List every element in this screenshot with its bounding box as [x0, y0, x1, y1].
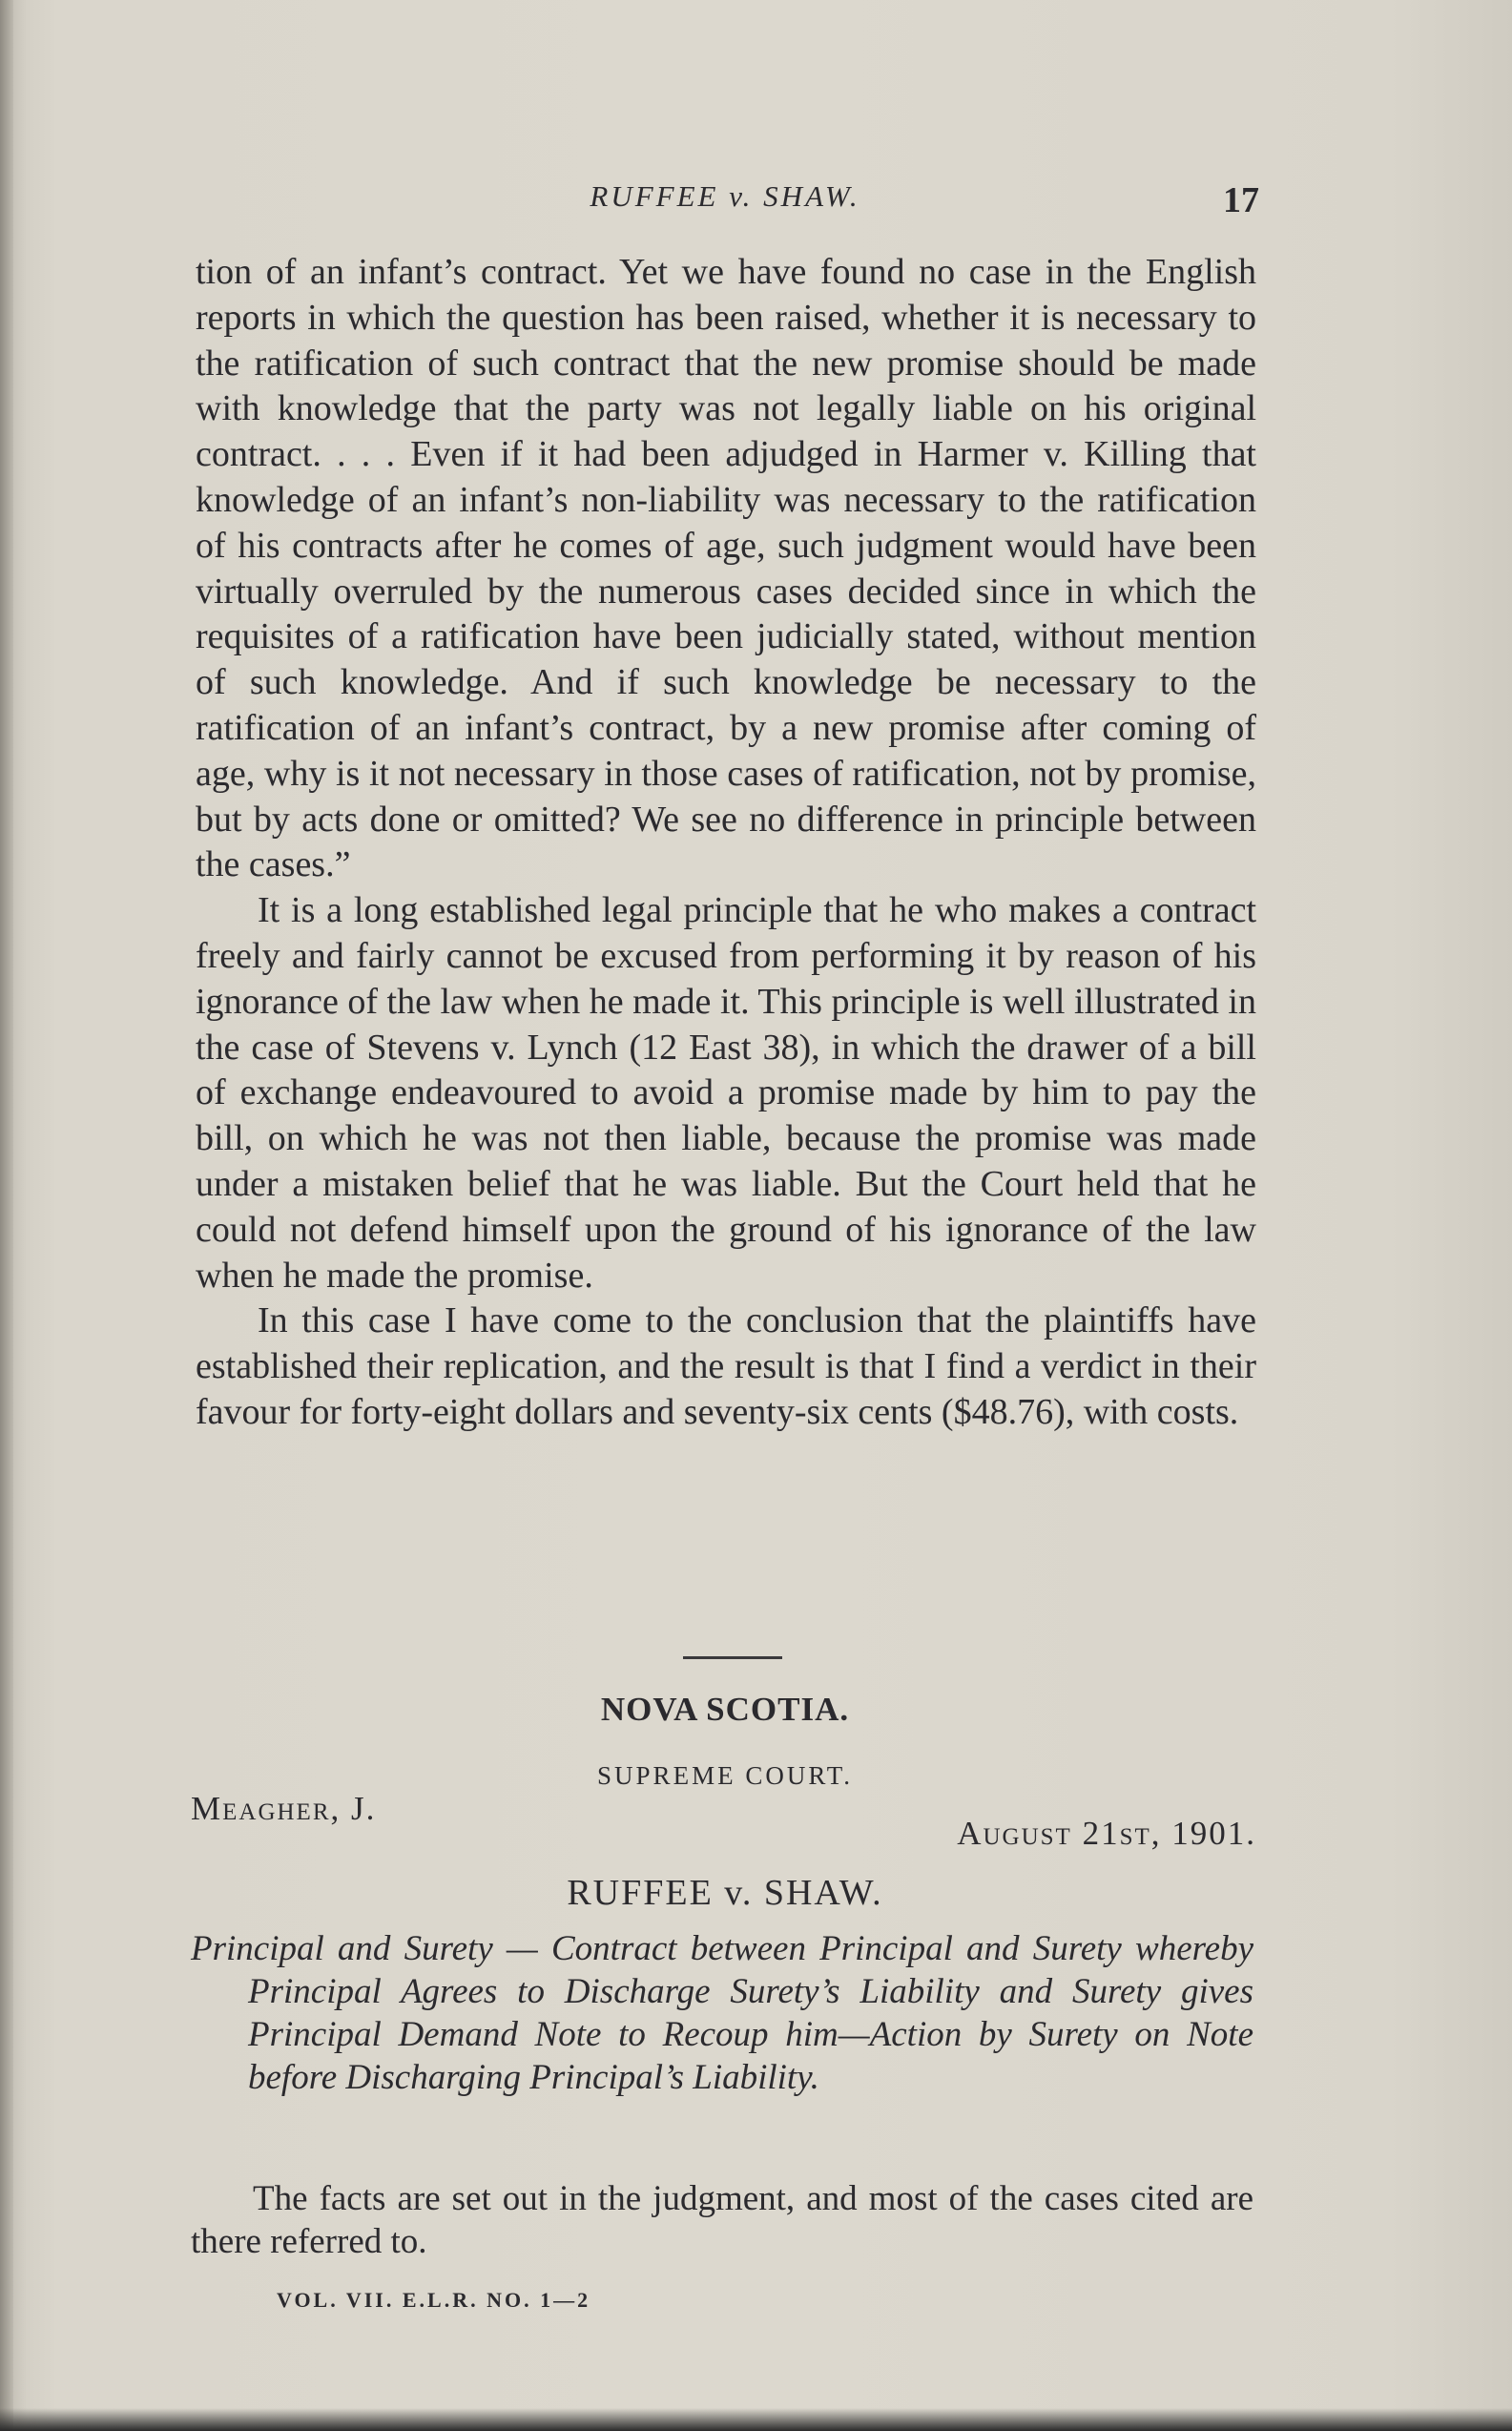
headnote-text: Principal and Surety — Contract between Principal and Surety whereby Principal Agrees to Discharge Surety’s Liability and Surety gives Principal Demand Note to Recoup him—Action by Surety on Note before Discharging Principal’s Liability. [191, 1929, 1253, 2097]
jurisdiction-heading: NOVA SCOTIA. [600, 1691, 850, 1728]
body-paragraph: It is a long established legal principle that he who makes a contract freely and fairly cannot be excused from performing it by reason of his ignorance of the law when he made it. This principle is well illustrated in the case of Stevens v. Lynch (12 East 38), in which the drawer of a bill of exchange endeavoured to avoid a promise made by him to pay the bill, on which he was not then liable, because the promise was made under a mistaken belief that he was liable. But the Court held that he could not defend himself upon the ground of his ignorance of the law when he made the promise. [196, 890, 1256, 1296]
running-title: RUFFEE v. SHAW. [590, 179, 860, 213]
running-head [191, 172, 1259, 229]
court-heading: SUPREME COURT. [597, 1761, 853, 1790]
conclusion-paragraph: In this case I have come to the conclusion that the plaintiffs have established their replication, and the result is that I find a verdict in their favour for forty-eight dollars and seventy-six cents ($48.76), with costs. [196, 1300, 1256, 1432]
printer-signature: VOL. VII. E.L.R. NO. 1—2 [277, 2288, 591, 2312]
facts-paragraph: The facts are set out in the judgment, and most of the cases cited are there referred to. [191, 2179, 1253, 2261]
judge-name: Meagher, J. [191, 1790, 377, 1827]
case-title: RUFFEE v. SHAW. [567, 1873, 883, 1913]
quoted-paragraph: tion of an infant’s contract. Yet we have found no case in the English reports in which the question has been raised, whether it is necessary to the ratification of such contract that the new promise should be made with knowledge that the party was not legally liable on his original contract. . . . Even if it had been adjudged in Harmer v. Killing that knowledge of an infant’s non-liability was necessary to the ratification of his contracts after he comes of age, such judgment would have been virtually overruled by the numerous cases decided since in which the requisites of a ratification have been judicially stated, without mention of such knowledge. And if such knowledge be necessary to the ratification of an infant’s contract, by a new promise after coming of age, why is it not necessary in those cases of ratification, not by promise, but by acts done or omitted? We see no difference in principle between the cases.” [196, 252, 1256, 885]
judgment-text [196, 250, 1256, 1436]
section-divider [683, 1656, 782, 1659]
page-number: 17 [1223, 180, 1259, 220]
headnote [191, 1927, 1253, 2099]
decision-date: August 21st, 1901. [957, 1815, 1256, 1852]
